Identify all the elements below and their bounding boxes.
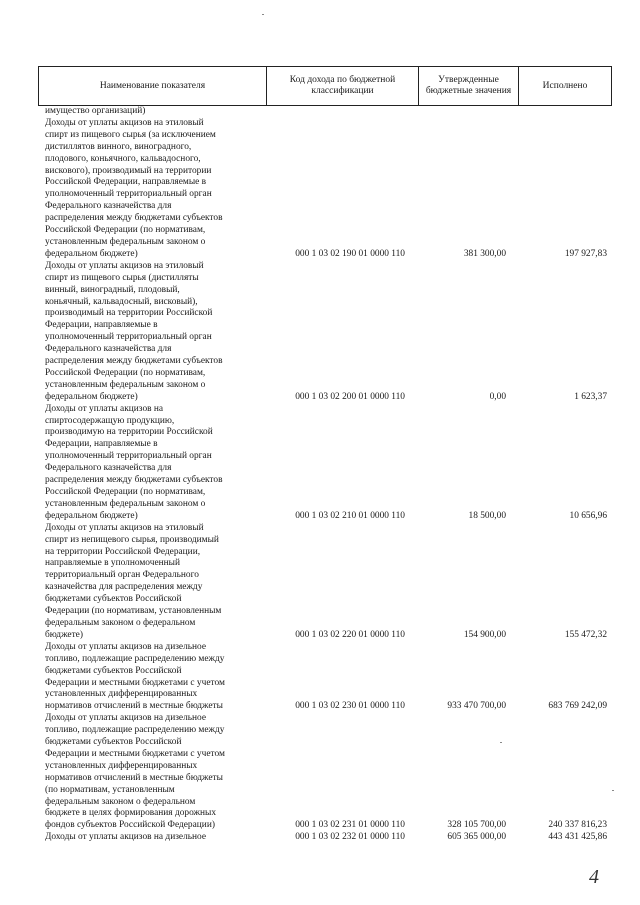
table-body — [45, 106, 610, 844]
row-name: имущество организаций) — [45, 106, 146, 116]
row-executed: 443 431 425,86 — [548, 832, 607, 843]
row-code: 000 1 03 02 210 01 0000 110 — [295, 510, 405, 521]
row-code: 000 1 03 02 232 01 0000 110 — [295, 832, 405, 843]
row-executed: 197 927,83 — [564, 248, 607, 259]
page-number: 4 — [589, 866, 599, 888]
table-header — [38, 66, 612, 106]
row-approved: 154 900,00 — [463, 629, 506, 640]
table-row — [45, 713, 610, 832]
header-approved-values: Утвержденные бюджетные значения — [418, 67, 518, 105]
table-row — [45, 118, 610, 261]
table-row — [45, 642, 610, 713]
table-row — [45, 832, 610, 844]
row-approved: 605 365 000,00 — [447, 832, 506, 843]
row-code: 000 1 03 02 230 01 0000 110 — [295, 701, 405, 712]
row-executed: 240 337 816,23 — [548, 820, 607, 831]
row-name: Доходы от уплаты акцизов на дизельное топливо, подлежащие распределению между бюджетами субъектов Российской Федерации и местными бюджетами с учетом установленных дифференцированных нормативов отчислений в местные бюджеты — [45, 641, 225, 712]
row-code: 000 1 03 02 190 01 0000 110 — [295, 248, 405, 259]
header-indicator-name: Наименование показателя — [99, 80, 206, 91]
row-executed: 1 623,37 — [574, 391, 607, 402]
row-executed: 683 769 242,09 — [548, 701, 607, 712]
scan-speck — [500, 742, 502, 743]
row-code: 000 1 03 02 231 01 0000 110 — [295, 820, 405, 831]
row-code: 000 1 03 02 220 01 0000 110 — [295, 629, 405, 640]
header-revenue-code: Код дохода по бюджетной классификации — [266, 67, 418, 105]
scan-speck — [612, 790, 614, 791]
row-approved: 18 500,00 — [468, 510, 506, 521]
row-name: Доходы от уплаты акцизов на дизельное топливо, подлежащие распределению между бюджетами субъектов Российской Федерации и местными бюджетами с учетом установленных дифференцированных нормативов отчислений в местные бюджеты (по нормативам, установленным федеральным законом о федеральном бюджете в целях формирования дорожных фондов субъектов Российской Федерации) — [45, 713, 225, 831]
row-approved: 381 300,00 — [463, 248, 506, 259]
row-code: 000 1 03 02 200 01 0000 110 — [295, 391, 405, 402]
header-executed: Исполнено — [518, 67, 611, 105]
row-approved: 328 105 700,00 — [447, 820, 506, 831]
table-row — [45, 404, 610, 523]
row-executed: 155 472,32 — [564, 629, 607, 640]
row-approved: 933 470 700,00 — [447, 701, 506, 712]
table-row — [45, 523, 610, 642]
row-executed: 10 656,96 — [569, 510, 607, 521]
row-name: Доходы от уплаты акцизов на дизельное — [45, 832, 207, 843]
row-name: Доходы от уплаты акцизов на этиловый спирт из непищевого сырья, производимый на территории Российской Федерации, направляемые в уполномоченный территориальный орган Федерального казначейства для распределения между бюджетами субъектов Российской Федерации (по нормативам, установленным федеральным законом о федеральном бюджете) — [45, 522, 222, 640]
row-name: Доходы от уплаты акцизов на этиловый спирт из пищевого сырья (дистилляты винный, виноградный, плодовый, коньячный, кальвадосный, висковый), производимый на территории Российской Федерации, направляемые в уполномоченный территориальный орган Федерального казначейства для распределения между бюджетами субъектов Российской Федерации (по нормативам, установленным федеральным законом о федеральном бюджете) — [45, 260, 223, 402]
row-name: Доходы от уплаты акцизов на этиловый спирт из пищевого сырья (за исключением дистиллятов винного, виноградного, плодового, коньячного, кальвадосного, вискового), производимый на территории Российской Федерации, направляемые в уполномоченный территориальный орган Федерального казначейства для распределения между бюджетами субъектов Российской Федерации (по нормативам, установленным федеральным законом о федеральном бюджете) — [45, 117, 223, 259]
scan-speck — [262, 14, 264, 15]
table-row — [45, 106, 610, 118]
table-row — [45, 261, 610, 404]
row-approved: 0,00 — [489, 391, 506, 402]
row-name: Доходы от уплаты акцизов на спиртосодержащую продукцию, производимую на территории Российской Федерации, направляемые в уполномоченный территориальный орган Федерального казначейства для распределения между бюджетами субъектов Российской Федерации (по нормативам, установленным федеральным законом о федеральном бюджете) — [45, 403, 223, 521]
